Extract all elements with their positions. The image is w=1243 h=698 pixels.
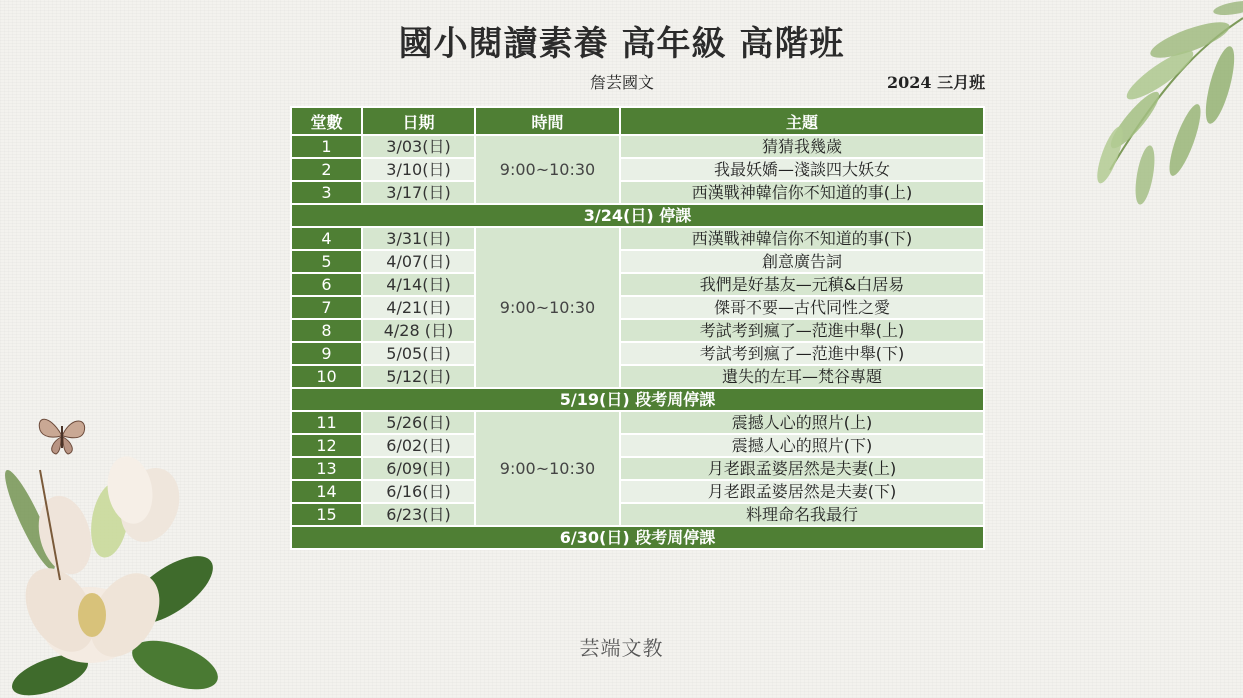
session-time: 9:00~10:30 (475, 411, 620, 526)
session-number: 3 (291, 181, 362, 204)
session-number: 13 (291, 457, 362, 480)
session-date: 4/28 (日) (362, 319, 475, 342)
session-date: 6/02(日) (362, 434, 475, 457)
header-session: 堂數 (291, 107, 362, 135)
session-topic: 我們是好基友—元稹&白居易 (620, 273, 984, 296)
session-date: 5/26(日) (362, 411, 475, 434)
session-topic: 月老跟孟婆居然是夫妻(上) (620, 457, 984, 480)
session-date: 5/12(日) (362, 365, 475, 388)
table-row (291, 342, 984, 365)
session-topic: 西漢戰神韓信你不知道的事(下) (620, 227, 984, 250)
session-topic: 考試考到瘋了—范進中舉(下) (620, 342, 984, 365)
session-number: 14 (291, 480, 362, 503)
break-row (291, 526, 984, 549)
session-number: 15 (291, 503, 362, 526)
session-date: 6/23(日) (362, 503, 475, 526)
author-label: 詹芸國文 (590, 73, 655, 92)
table-row (291, 365, 984, 388)
session-topic: 傑哥不要—古代同性之愛 (620, 296, 984, 319)
session-number: 6 (291, 273, 362, 296)
table-row (291, 411, 984, 434)
header-date: 日期 (362, 107, 475, 135)
session-topic: 我最妖嬌—淺談四大妖女 (620, 158, 984, 181)
session-topic: 月老跟孟婆居然是夫妻(下) (620, 480, 984, 503)
table-row (291, 480, 984, 503)
session-topic: 西漢戰神韓信你不知道的事(上) (620, 181, 984, 204)
table-row (291, 135, 984, 158)
session-number: 12 (291, 434, 362, 457)
term-label: 2024 三月班 (887, 73, 986, 92)
session-date: 6/09(日) (362, 457, 475, 480)
table-row (291, 181, 984, 204)
header-topic: 主題 (620, 107, 984, 135)
session-topic: 震撼人心的照片(下) (620, 434, 984, 457)
session-date: 5/05(日) (362, 342, 475, 365)
session-date: 3/10(日) (362, 158, 475, 181)
session-date: 3/03(日) (362, 135, 475, 158)
session-date: 4/21(日) (362, 296, 475, 319)
table-row (291, 434, 984, 457)
session-number: 11 (291, 411, 362, 434)
session-number: 2 (291, 158, 362, 181)
session-topic: 考試考到瘋了—范進中舉(上) (620, 319, 984, 342)
session-number: 10 (291, 365, 362, 388)
session-date: 3/31(日) (362, 227, 475, 250)
session-time: 9:00~10:30 (475, 135, 620, 204)
session-topic: 猜猜我幾歲 (620, 135, 984, 158)
session-number: 8 (291, 319, 362, 342)
session-number: 4 (291, 227, 362, 250)
session-date: 3/17(日) (362, 181, 475, 204)
session-time: 9:00~10:30 (475, 227, 620, 388)
break-row (291, 388, 984, 411)
header-time: 時間 (475, 107, 620, 135)
break-notice: 6/30(日) 段考周停課 (291, 526, 984, 549)
table-row (291, 457, 984, 480)
table-row (291, 250, 984, 273)
table-row (291, 227, 984, 250)
break-notice: 5/19(日) 段考周停課 (291, 388, 984, 411)
table-row (291, 273, 984, 296)
session-date: 6/16(日) (362, 480, 475, 503)
session-number: 1 (291, 135, 362, 158)
table-header-row (291, 107, 984, 135)
page-title: 國小閱讀素養 高年級 高階班 (398, 24, 845, 64)
session-topic: 創意廣告詞 (620, 250, 984, 273)
break-row (291, 204, 984, 227)
table-row (291, 296, 984, 319)
footer-brand: 芸端文教 (579, 636, 664, 660)
table-row (291, 158, 984, 181)
table-row (291, 319, 984, 342)
leaf-branch-illustration (1050, 0, 1243, 210)
schedule-table (290, 106, 985, 550)
session-number: 7 (291, 296, 362, 319)
session-topic: 料理命名我最行 (620, 503, 984, 526)
table-row (291, 503, 984, 526)
session-date: 4/07(日) (362, 250, 475, 273)
session-date: 4/14(日) (362, 273, 475, 296)
session-number: 5 (291, 250, 362, 273)
break-notice: 3/24(日) 停課 (291, 204, 984, 227)
session-number: 9 (291, 342, 362, 365)
session-topic: 震撼人心的照片(上) (620, 411, 984, 434)
session-topic: 遺失的左耳—梵谷專題 (620, 365, 984, 388)
